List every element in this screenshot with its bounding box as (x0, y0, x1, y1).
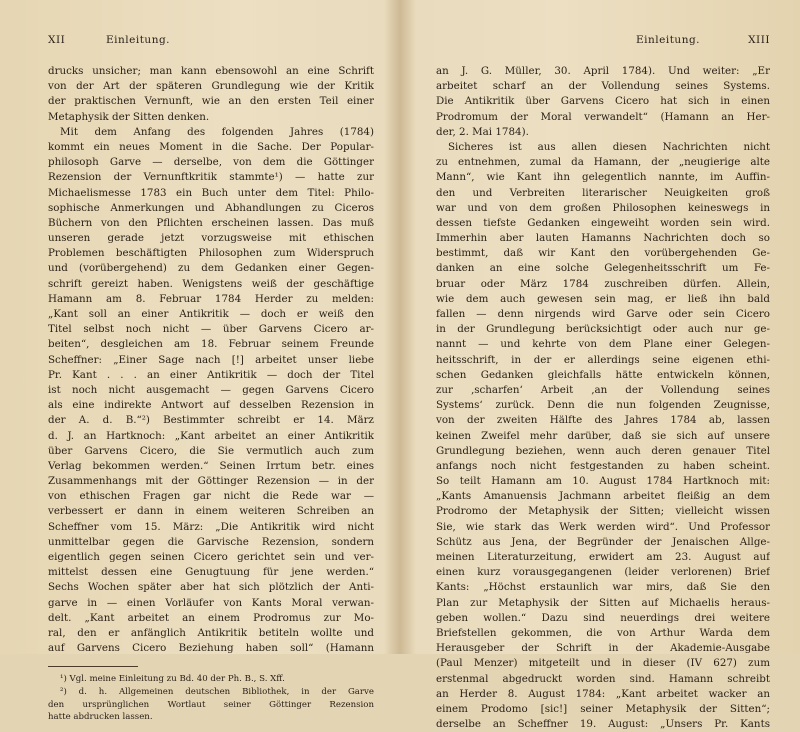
text-line: Büchern von den Pflichten erscheinen lassen. Das muß (48, 216, 374, 229)
left-text-body (48, 64, 374, 656)
text-line: Pr. Kant . . . an einer Antikritik — doch der Titel (48, 368, 374, 381)
text-line: fallen — denn nirgends wird Garve oder sein Cicero (436, 308, 770, 320)
right-text-body (436, 64, 770, 732)
text-line: So teilt Hamann am 10. August 1784 Hartknoch mit: (436, 475, 770, 488)
text-line: Zusammenhangs mit der Göttinger Rezension — in der (48, 475, 374, 488)
text-line: den und Verbreiten literarischer Neuigkeiten groß (436, 186, 770, 199)
text-line: ist noch nicht ausgemacht — gegen Garvens Cicero (48, 383, 374, 396)
text-line: Scheffner: „Einer Sage nach [!] arbeitet unser liebe (48, 353, 374, 366)
footnote-line: den ursprünglichen Wortlaut seiner Göttinger Rezension (48, 699, 374, 710)
text-line: meinen Literaturzeitung, erwidert am 23. August auf (436, 551, 770, 563)
text-line: mittelst dessen eine Genugtuung für jene werden.“ (48, 566, 374, 579)
text-line: war und von dem großen Philosophen keineswegs in (436, 201, 770, 214)
text-line: Kants: „Höchst erstaunlich war mirs, daß Sie den (436, 581, 770, 594)
text-line: eigentlich gegen seinen Cicero gerichtet sein und ver- (48, 551, 374, 563)
text-line: schrift gereizt haben. Wenigstens weiß der geschäftige (48, 277, 374, 290)
text-line: zur ‚scharfen‘ Arbeit ‚an der Vollendung seines (436, 383, 770, 396)
right-running-head (436, 34, 770, 52)
text-line: drucks unsicher; man kann ebensowohl an eine Schrift (48, 65, 374, 77)
left-running-head (48, 34, 374, 52)
text-line: über Garvens Cicero, die Sie vermutlich auch zum (48, 444, 374, 457)
text-line: (Paul Menzer) mitgeteilt und in dieser (IV 627) zum (436, 657, 770, 670)
text-line: Verlag bekommen werden.“ Seinen Irrtum betr. eines (48, 459, 374, 472)
text-line: Herausgeber der Schrift in der Akademie-Ausgabe (436, 642, 770, 655)
text-line: Mit dem Anfang des folgenden Jahres (1784) (60, 125, 374, 138)
text-line: ral, den er anfänglich Antikritik betiteln wollte und (48, 626, 374, 639)
text-line: schen Gedanken gleichfalls hätte entwickeln können, (436, 368, 770, 381)
text-line: delt. „Kant arbeitet an einem Prodromus zur Mo- (48, 611, 374, 624)
running-title: Einleitung. (106, 34, 171, 46)
page-number: XII (48, 34, 66, 46)
text-line: Sie, wie stark das Werk werden wird“. Und Professor (436, 520, 770, 533)
text-line: Prodromo der Metaphysik der Sitten; vielleicht wissen (436, 505, 770, 518)
text-line: „Kant soll an einer Antikritik — doch er weiß den (48, 308, 374, 320)
text-line: Michaelismesse 1783 ein Buch unter dem Titel: Philo- (48, 186, 374, 199)
text-line: Grundlegung beziehen, wenn auch deren genauer Titel (436, 444, 770, 457)
text-line: erstenmal abgedruckt worden sind. Hamann schreibt (436, 672, 770, 685)
text-line: anfangs noch nicht festgestanden zu haben scheint. (436, 459, 770, 472)
text-line: Immerhin aber lauten Hamanns Nachrichten doch so (436, 232, 770, 245)
text-line: auf Garvens Cicero Beziehung haben soll“ (Hamann (48, 642, 374, 655)
text-line: an J. G. Müller, 30. April 1784). Und weiter: „Er (436, 65, 770, 77)
text-line: unseren gerade jetzt vorzugsweise mit ethischen (48, 232, 374, 245)
text-line: von der Art der späteren Grundlegung wie der Kritik (48, 80, 374, 93)
text-line: der A. d. B.“²) Bestimmter schreibt er 14. März (48, 414, 374, 427)
text-line: wie dem auch gewesen sein mag, er ließ ihn bald (436, 292, 770, 305)
text-line: Sechs Wochen später aber hat sich plötzlich der Anti- (48, 581, 374, 594)
text-line: arbeitet scharf an der Vollendung seines Systems. (436, 80, 770, 93)
text-line: garve in — einen Vorläufer von Kants Moral verwan- (48, 596, 374, 609)
text-line: der praktischen Vernunft, wie an den ersten Teil einer (48, 95, 374, 108)
text-line: von der zweiten Hälfte des Jahres 1784 ab, lassen (436, 414, 770, 427)
text-line: Rezension der Vernunftkritik stammte¹) — hatte zur (48, 171, 374, 184)
left-page (0, 0, 400, 723)
text-line: bruar oder März 1784 zuschreiben dürfen. Allein, (436, 277, 770, 290)
text-line: von ethischen Fragen gar nicht die Rede war — (48, 490, 374, 503)
text-line: Prodromum der Moral verwandelt“ (Hamann an Her- (436, 110, 770, 123)
text-line: Mann“, wie Kant ihn gelegentlich nannte, im Auffin- (436, 171, 770, 184)
footnote-line: ¹) Vgl. meine Einleitung zu Bd. 40 der Ph. B., S. Xff. (60, 674, 285, 685)
right-page (400, 0, 800, 731)
text-line: keinen Zweifel mehr darüber, daß sie sich auf unsere (436, 429, 770, 442)
text-line: kommt ein neues Moment in die Sache. Der Popular- (48, 140, 374, 153)
text-line: sophische Anmerkungen und Abhandlungen zu Ciceros (48, 201, 374, 214)
text-line: der, 2. Mai 1784). (436, 125, 529, 138)
text-line: Metaphysik der Sitten denken. (48, 110, 210, 123)
footnotes (48, 673, 374, 723)
text-line: Problemen beschäftigten Philosophen zum Widerspruch (48, 247, 374, 260)
text-line: nannt — und kehrte von dem Plane einer Gelegen- (436, 338, 770, 351)
text-line: Sicheres ist aus allen diesen Nachrichten nicht (448, 140, 770, 153)
text-line: zu entnehmen, zumal da Hamann, der „neugierige alte (436, 156, 770, 169)
text-line: beiten“, desgleichen am 18. Februar seinem Freunde (48, 338, 374, 351)
footnote-rule (48, 666, 138, 667)
text-line: bestimmt, daß wir Kant den vorübergehenden Ge- (436, 247, 770, 260)
text-line: Systems‘ zurück. Denn die nun folgenden Zeugnisse, (436, 399, 770, 412)
text-line: Titel selbst noch nicht — über Garvens Cicero ar- (48, 323, 374, 336)
text-line: Scheffner vom 15. März: „Die Antikritik wird nicht (48, 520, 374, 533)
page-number: XIII (748, 34, 770, 46)
text-line: Plan zur Metaphysik der Sitten auf Michaelis heraus- (436, 596, 770, 609)
text-line: „Kants Amanuensis Jachmann arbeitet fleißig an dem (436, 490, 770, 503)
text-line: verbessert er dann in einem weiteren Schreiben an (48, 505, 374, 518)
text-line: und (vorübergehend) zu dem Gedanken einer Gegen- (48, 262, 374, 275)
text-line: d. J. an Hartknoch: „Kant arbeitet an einer Antikritik (48, 429, 374, 442)
text-line: Hamann am 8. Februar 1784 Herder zu melden: (48, 292, 374, 305)
text-line: an Herder 8. August 1784: „Kant arbeitet wacker an (436, 687, 770, 700)
text-line: philosoph Garve — derselbe, von dem die Göttinger (48, 156, 374, 169)
text-line: geben wollen.“ Dazu sind neuerdings drei weitere (436, 611, 770, 624)
text-line: danken an eine solche Gelegenheitsschrift um Fe- (436, 262, 770, 275)
text-line: Schütz aus Jena, der Begründer der Jenaischen Allge- (436, 535, 770, 548)
text-line: Die Antikritik über Garvens Cicero hat sich in einen (436, 95, 770, 108)
text-line: derselbe an Scheffner 19. August: „Unsers Pr. Kants (436, 718, 770, 731)
text-line: heitsschrift, in der er allerdings seine eigenen ethi- (436, 353, 770, 366)
running-title: Einleitung. (636, 34, 701, 46)
text-line: in der Grundlegung berücksichtigt oder auch nur ge- (436, 323, 770, 336)
text-line: unmittelbar gegen die Garvische Rezension, sondern (48, 535, 374, 548)
text-line: als eine indirekte Antwort auf desselben Rezension in (48, 399, 374, 412)
text-line: einen kurz vorausgegangenen (leider verlorenen) Brief (436, 566, 770, 579)
text-line: dessen tiefste Gedanken eingeweiht worden sein wird. (436, 216, 770, 229)
text-line: Briefstellen gekommen, die von Arthur Warda dem (436, 626, 770, 639)
text-line: einem Prodomo [sic!] seiner Metaphysik der Sitten“; (436, 702, 770, 715)
footnote-line: ²) d. h. Allgemeinen deutschen Bibliothek, in der Garve (60, 686, 374, 697)
footnote-line: hatte abdrucken lassen. (48, 712, 153, 723)
